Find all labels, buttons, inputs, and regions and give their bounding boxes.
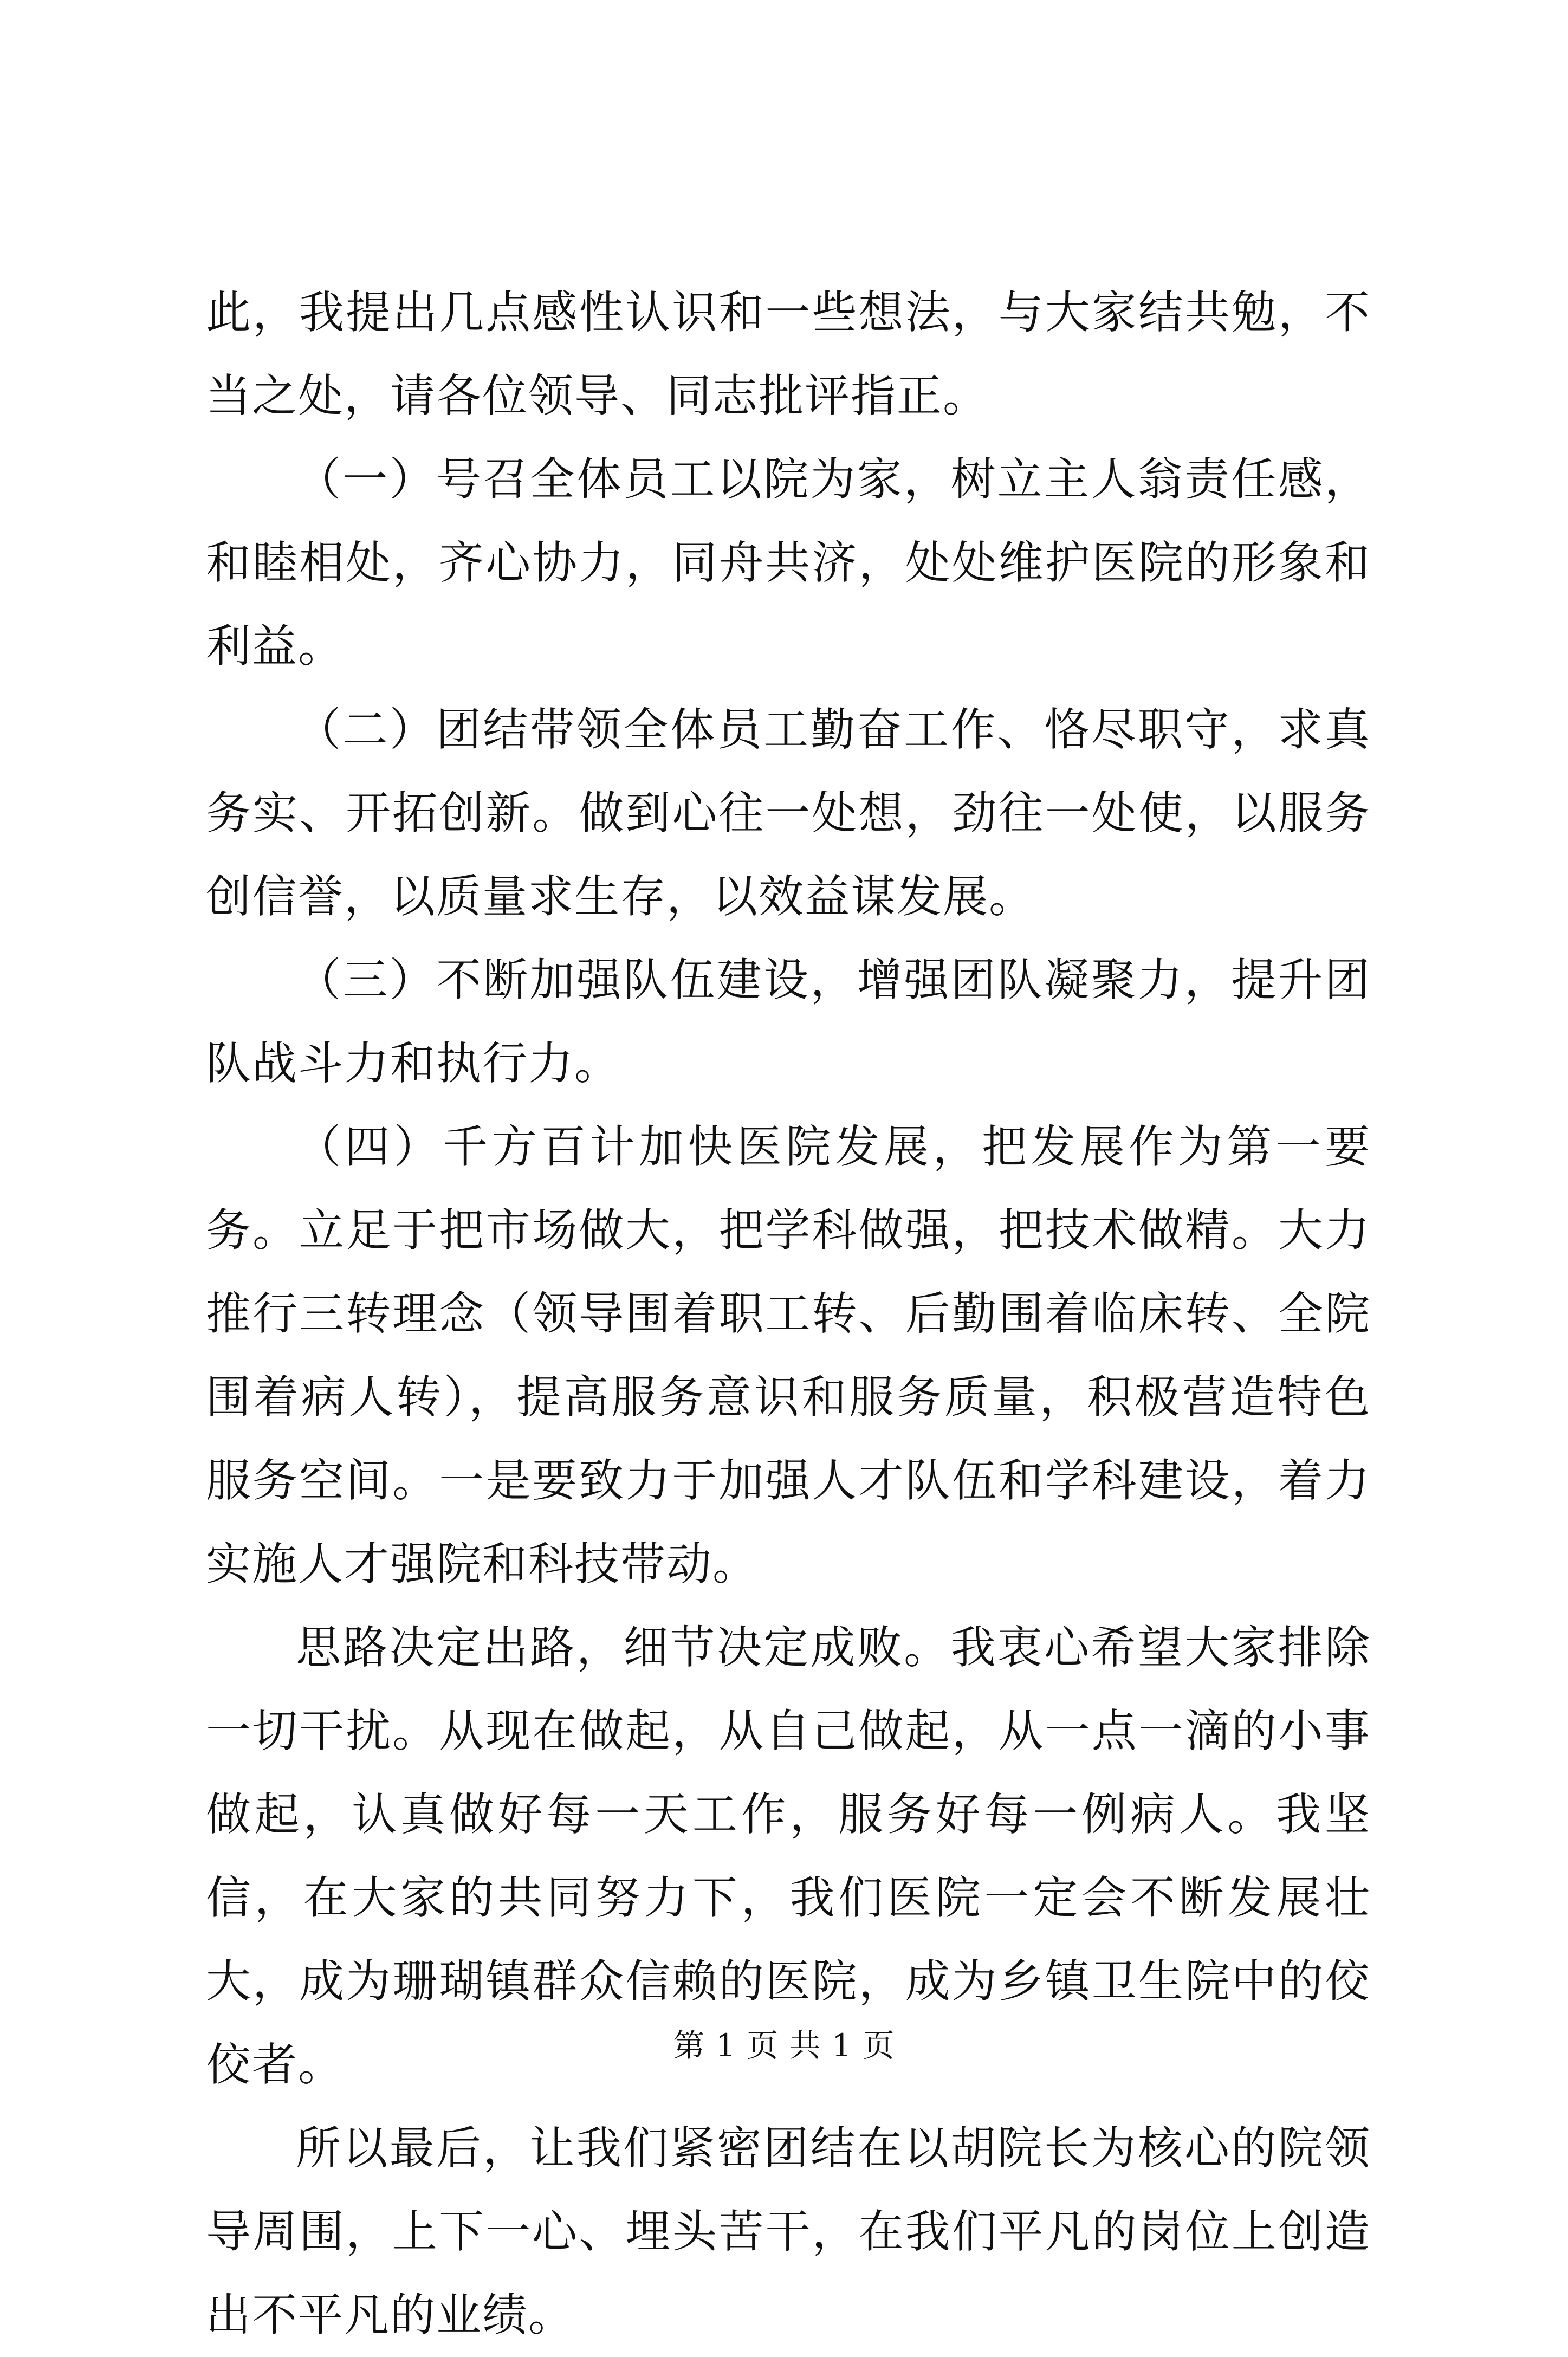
paragraph: （三）不断加强队伍建设，增强团队凝聚力，提升团队战斗力和执行力。 bbox=[206, 954, 1371, 1090]
page-footer: 第 1 页 共 1 页 bbox=[673, 2027, 895, 2064]
paragraph: （四）千方百计加快医院发展，把发展作为第一要务。立足于把市场做大，把学科做强，把技术做精。大力推行三转理念（领导围着职工转、后勤围着临床转、全院围着病人转），提高服务意识和服务质量，积极营造特色服务空间。一是要致力于加强人才队伍和学科建设，着力实施人才强院和科技带动。 bbox=[206, 1121, 1371, 1590]
paragraph: 所以最后，让我们紧密团结在以胡院长为核心的院领导周围，上下一心、埋头苦干，在我们平凡的岗位上创造出不平凡的业绩。 bbox=[206, 2122, 1371, 2341]
paragraph: （一）号召全体员工以院为家，树立主人翁责任感，和睦相处，齐心协力，同舟共济，处处维护医院的形象和利益。 bbox=[206, 453, 1371, 672]
paragraph: （二）团结带领全体员工勤奋工作、恪尽职守，求真务实、开拓创新。做到心往一处想，劲往一处使，以服务创信誉，以质量求生存，以效益谋发展。 bbox=[206, 703, 1371, 923]
paragraph: 思路决定出路，细节决定成败。我衷心希望大家排除一切干扰。从现在做起，从自己做起，从一点一滴的小事做起，认真做好每一天工作，服务好每一例病人。我坚信，在大家的共同努力下，我们医院一定会不断发展壮大，成为珊瑚镇群众信赖的医院，成为乡镇卫生院中的佼佼者。 bbox=[206, 1621, 1371, 2091]
paragraph: 此，我提出几点感性认识和一些想法，与大家结共勉，不当之处，请各位领导、同志批评指正。 bbox=[206, 286, 1371, 422]
